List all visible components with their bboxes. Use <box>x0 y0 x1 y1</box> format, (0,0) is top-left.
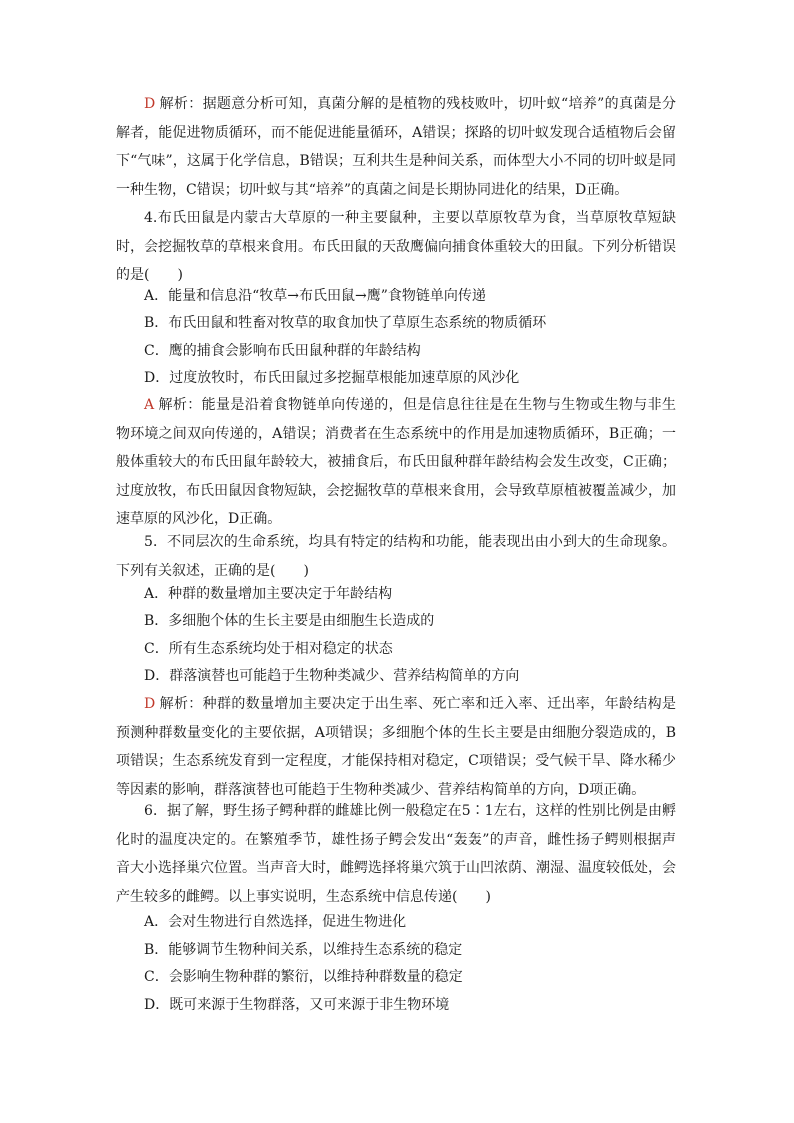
q6-option-c: C．会影响生物种群的繁衍，以维持种群数量的稳定 <box>144 969 463 985</box>
q5-answer-letter: D <box>144 696 156 712</box>
q5-stem: 5．不同层次的生命系统，均具有特定的结构和功能，能表现出由小到大的生命现象。下列有关叙述，正确的是( ) <box>116 534 676 579</box>
q4-option-a: A．能量和信息沿“牧草→布氏田鼠→鹰”食物链单向传递 <box>144 288 486 304</box>
q6-option-a: A．会对生物进行自然选择，促进生物进化 <box>144 914 407 930</box>
q6-option-b: B．能够调节生物种间关系，以维持生态系统的稳定 <box>144 942 463 958</box>
q5-analysis-text: 解析：种群的数量增加主要决定于出生率、死亡率和迁入率、迁出率，年龄结构是预测种群数量变化的主要依据，A项错误；多细胞个体的生长主要是由细胞分裂造成的，B项错误；生态系统发育到一定程度，才能保持相对稳定，C项错误；受气候干旱、降水稀少等因素的影响，群落演替也可能趋于生物种类减少、营养结构简单的方向，D项正确。 <box>116 696 676 798</box>
q6-option-d: D．既可来源于生物群落，又可来源于非生物环境 <box>144 997 450 1013</box>
q5-option-b: B．多细胞个体的生长主要是由细胞生长造成的 <box>144 613 435 629</box>
q4-answer-letter: A <box>144 397 155 413</box>
q3-answer-letter: D <box>144 96 156 112</box>
q4-option-d: D．过度放牧时，布氏田鼠过多挖掘草根能加速草原的风沙化 <box>144 370 520 386</box>
q3-analysis-text: 解析：据题意分析可知，真菌分解的是植物的残枝败叶，切叶蚁“培养”的真菌是分解者，能促进物质循环，而不能促进能量循环，A错误；探路的切叶蚁发现合适植物后会留下“气味”，这属于化学信息，B错误；互利共生是种间关系，而体型大小不同的切叶蚁是同一种生物，C错误；切叶蚁与其“培养”的真菌之间是长期协同进化的结果，D正确。 <box>116 96 676 198</box>
q4-analysis-text: 解析：能量是沿着食物链单向传递的，但是信息往往是在生物与生物或生物与非生物环境之间双向传递的，A错误；消费者在生态系统中的作用是加速物质循环，B正确；一般体重较大的布氏田鼠年龄较大，被捕食后，布氏田鼠种群年龄结构会发生改变，C正确；过度放牧，布氏田鼠因食物短缺，会挖掘牧草的草根来食用，会导致草原植被覆盖减少，加速草原的风沙化，D正确。 <box>116 397 676 527</box>
q4-stem: 4.布氏田鼠是内蒙古大草原的一种主要鼠种，主要以草原牧草为食，当草原牧草短缺时，会挖掘牧草的草根来食用。布氏田鼠的天敌鹰偏向捕食体重较大的田鼠。下列分析错误的是( ) <box>116 210 676 283</box>
q5-option-d: D．群落演替也可能趋于生物种类减少、营养结构简单的方向 <box>144 668 520 684</box>
q4-option-b: B．布氏田鼠和牲畜对牧草的取食加快了草原生态系统的物质循环 <box>144 315 547 331</box>
q6-stem: 6．据了解，野生扬子鳄种群的雌雄比例一般稳定在5∶1左右，这样的性别比例是由孵化时的温度决定的。在繁殖季节，雄性扬子鳄会发出“轰轰”的声音，雌性扬子鳄则根据声音大小选择巢穴位置。当声音大时，雌鳄选择将巢穴筑于山凹浓荫、潮湿、温度较低处，会产生较多的雌鳄。以上事实说明，生态系统中信息传递( ) <box>116 803 676 905</box>
q4-option-c: C．鹰的捕食会影响布氏田鼠种群的年龄结构 <box>144 343 421 359</box>
q5-option-c: C．所有生态系统均处于相对稳定的状态 <box>144 641 393 657</box>
q3-analysis <box>116 90 676 204</box>
q5-analysis <box>116 690 676 804</box>
q5-option-a: A．种群的数量增加主要决定于年龄结构 <box>144 586 393 602</box>
q4-analysis <box>116 391 676 534</box>
